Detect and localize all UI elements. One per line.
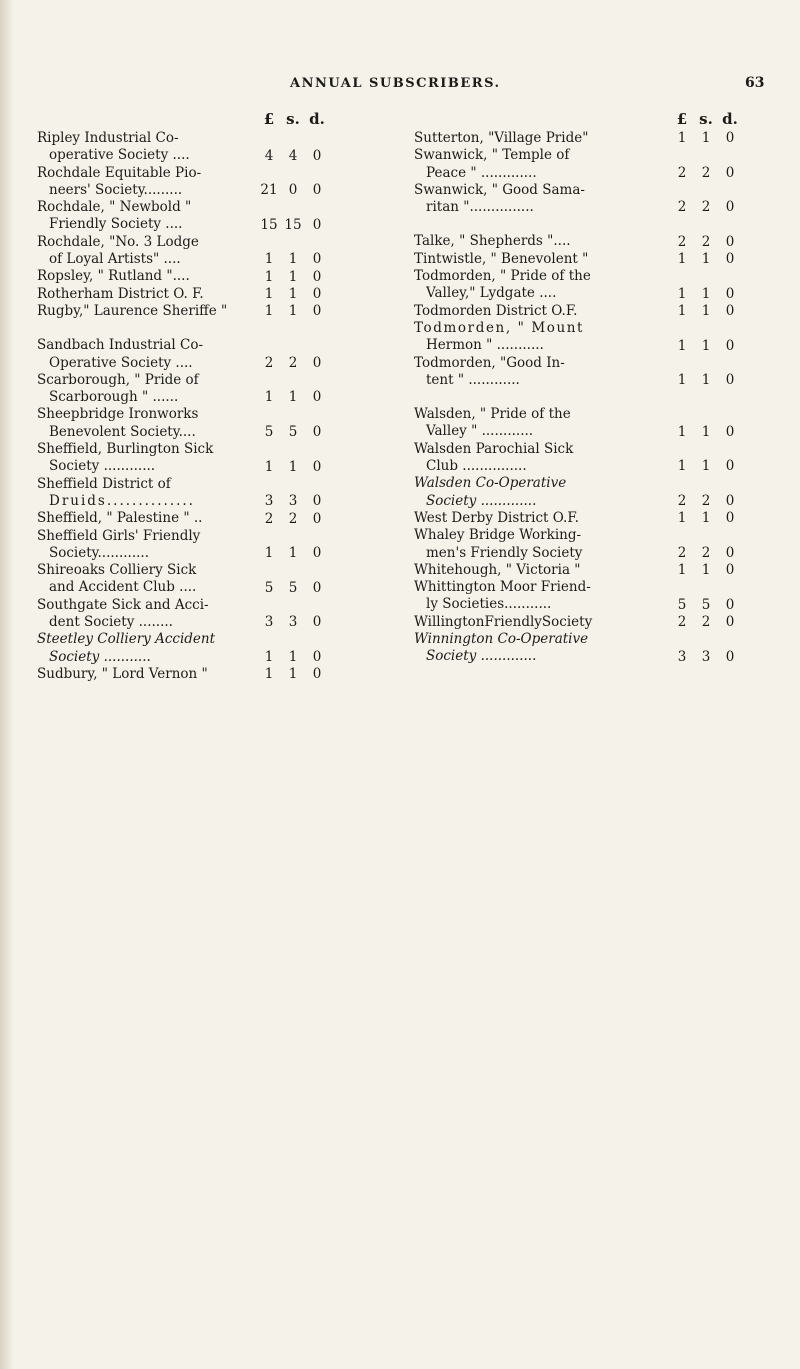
pence-value: 0 [725, 337, 735, 354]
pence-value: 0 [312, 285, 322, 302]
subscriber-name-line: Todmorden, " Pride of the [414, 268, 591, 285]
pence-value: 0 [312, 648, 322, 665]
pence-value: 0 [725, 233, 735, 250]
pence-header: d. [722, 110, 738, 128]
subscriber-entry [414, 562, 759, 579]
pounds-value: 1 [677, 302, 687, 319]
subscriber-name-line: men's Friendly Society [426, 544, 583, 561]
currency-header [37, 110, 347, 130]
amount [37, 580, 347, 597]
pounds-value: 1 [264, 285, 274, 302]
subscriber-name-line: Rugby," Laurence Sheriffe " [37, 302, 228, 319]
pence-value: 0 [312, 389, 322, 406]
subscriber-name-line: operative Society .... [49, 147, 190, 164]
subscriber-entry [414, 475, 759, 510]
subscriber-list [414, 130, 759, 666]
subscriber-name-line: Friendly Society .... [49, 216, 183, 233]
pence-value: 0 [725, 648, 735, 665]
amount [37, 649, 347, 666]
pence-value: 0 [725, 544, 735, 561]
shillings-value: 1 [701, 562, 711, 579]
subscriber-name-line: Walsden, " Pride of the [414, 406, 571, 423]
subscriber-name-line: neers' Society......... [49, 181, 183, 198]
shillings-value: 2 [288, 510, 298, 527]
currency-header [414, 110, 759, 130]
subscriber-entry [37, 372, 347, 407]
amount [414, 649, 759, 666]
subscriber-name-line: Valley " ............ [426, 423, 534, 440]
shillings-value: 2 [701, 233, 711, 250]
subscriber-entry [414, 320, 759, 355]
shillings-value: 1 [288, 285, 298, 302]
subscriber-entry [37, 303, 347, 320]
pence-value: 0 [725, 372, 735, 389]
pounds-value: 1 [264, 303, 274, 320]
subscriber-name-line: Druids.............. [49, 492, 195, 509]
pence-value: 0 [312, 303, 322, 320]
pence-value: 0 [725, 510, 735, 527]
amount [37, 303, 347, 320]
amount [414, 493, 759, 510]
shillings-header: s. [699, 110, 713, 128]
pence-value: 0 [725, 130, 735, 147]
amount [414, 372, 759, 389]
subscriber-entry [37, 562, 347, 597]
amount [37, 389, 347, 406]
pence-value: 0 [312, 666, 322, 683]
shillings-value: 3 [701, 648, 711, 665]
subscriber-name-line: Peace " ............. [426, 164, 537, 181]
pence-value: 0 [725, 614, 735, 631]
pounds-value: 1 [677, 458, 687, 475]
pence-value: 0 [312, 510, 322, 527]
subscriber-name-line: Club ............... [426, 458, 527, 475]
pence-header: d. [309, 110, 325, 128]
amount [37, 666, 347, 683]
pounds-value: 15 [260, 216, 278, 233]
subscriber-name-line: Walsden Parochial Sick [414, 440, 574, 457]
amount [37, 355, 347, 372]
subscriber-name-line: Society ........... [49, 648, 151, 665]
section-gap [414, 389, 759, 406]
pence-value: 0 [725, 492, 735, 509]
subscriber-entry [37, 476, 347, 511]
shillings-value: 5 [701, 596, 711, 613]
left-column [37, 110, 347, 683]
subscriber-name-line: Steetley Colliery Accident [37, 631, 216, 648]
subscriber-name-line: Swanwick, " Good Sama- [414, 181, 585, 198]
subscriber-name-line: Society ............. [426, 648, 537, 665]
subscriber-name-line: Southgate Sick and Acci- [37, 596, 209, 613]
amount [414, 165, 759, 182]
subscriber-entry [37, 199, 347, 234]
subscriber-name-line: Scarborough " ...... [49, 389, 179, 406]
subscriber-entry [37, 510, 347, 527]
subscriber-entry [414, 579, 759, 614]
pence-value: 0 [312, 614, 322, 631]
subscriber-entry [414, 130, 759, 147]
pounds-value: 2 [677, 164, 687, 181]
amount [414, 424, 759, 441]
right-column [414, 110, 759, 666]
shillings-value: 1 [288, 251, 298, 268]
subscriber-name-line: Todmorden, " Mount [414, 319, 585, 336]
subscriber-entry [414, 147, 759, 182]
pence-value: 0 [312, 354, 322, 371]
subscriber-name-line: Society ............ [49, 458, 156, 475]
amount [414, 597, 759, 614]
subscriber-entry [37, 130, 347, 165]
subscriber-entry [414, 355, 759, 390]
subscriber-name-line: Rochdale, "No. 3 Lodge [37, 233, 199, 250]
subscriber-name-line: Todmorden District O.F. [414, 302, 578, 319]
pence-value: 0 [312, 268, 322, 285]
pounds-value: 4 [264, 147, 274, 164]
amount [37, 148, 347, 165]
pence-value: 0 [725, 562, 735, 579]
pence-value: 0 [312, 579, 322, 596]
amount [37, 493, 347, 510]
amount [414, 286, 759, 303]
pounds-value: 2 [677, 199, 687, 216]
subscriber-name-line: Sheffield, Burlington Sick [37, 441, 214, 458]
amount [414, 545, 759, 562]
page-binding-edge [0, 0, 14, 1369]
pence-value: 0 [725, 596, 735, 613]
pounds-value: 5 [264, 579, 274, 596]
pence-value: 0 [312, 251, 322, 268]
shillings-value: 3 [288, 493, 298, 510]
subscriber-name-line: West Derby District O.F. [414, 509, 579, 526]
amount [37, 286, 347, 303]
subscriber-name-line: Sheepbridge Ironworks [37, 406, 199, 423]
shillings-value: 1 [288, 666, 298, 683]
amount [414, 458, 759, 475]
pounds-value: 1 [264, 251, 274, 268]
subscriber-entry [414, 251, 759, 268]
pounds-header: £ [676, 110, 688, 128]
amount [414, 562, 759, 579]
shillings-value: 1 [288, 545, 298, 562]
shillings-value: 4 [288, 147, 298, 164]
subscriber-name-line: Whittington Moor Friend- [414, 579, 591, 596]
subscriber-name-line: Talke, " Shepherds ".... [414, 233, 571, 250]
amount [414, 234, 759, 251]
subscriber-name-line: Sandbach Industrial Co- [37, 337, 204, 354]
shillings-value: 3 [288, 614, 298, 631]
amount [37, 545, 347, 562]
shillings-value: 1 [701, 337, 711, 354]
pence-value: 0 [312, 493, 322, 510]
pence-value: 0 [312, 182, 322, 199]
pence-value: 0 [725, 285, 735, 302]
pounds-value: 2 [264, 354, 274, 371]
section-gap [37, 320, 347, 337]
subscriber-list [37, 130, 347, 683]
pence-value: 0 [312, 216, 322, 233]
subscriber-entry [414, 614, 759, 631]
subscriber-name-line: Sheffield, " Palestine " .. [37, 510, 203, 527]
pence-value: 0 [725, 458, 735, 475]
amount [37, 217, 347, 234]
amount [37, 251, 347, 268]
subscriber-entry [414, 406, 759, 441]
pence-value: 0 [725, 164, 735, 181]
section-gap [414, 216, 759, 233]
shillings-value: 1 [288, 268, 298, 285]
shillings-value: 2 [701, 614, 711, 631]
pence-value: 0 [725, 302, 735, 319]
subscriber-name-line: Whitehough, " Victoria " [414, 561, 581, 578]
subscriber-name-line: Swanwick, " Temple of [414, 147, 570, 164]
subscriber-name-line: Rochdale Equitable Pio- [37, 164, 202, 181]
subscriber-name-line: Ripley Industrial Co- [37, 130, 179, 146]
subscriber-entry [414, 441, 759, 476]
amount [414, 510, 759, 527]
shillings-header: s. [286, 110, 300, 128]
pounds-value: 3 [264, 493, 274, 510]
pounds-value: 1 [677, 285, 687, 302]
pounds-value: 21 [260, 182, 278, 199]
pence-value: 0 [312, 147, 322, 164]
amount [37, 614, 347, 631]
subscriber-entry [37, 666, 347, 683]
pounds-value: 1 [264, 268, 274, 285]
shillings-value: 5 [288, 424, 298, 441]
pence-value: 0 [725, 251, 735, 268]
subscriber-name-line: Valley," Lydgate .... [426, 285, 557, 302]
pounds-value: 1 [677, 372, 687, 389]
amount [414, 614, 759, 631]
shillings-value: 1 [701, 423, 711, 440]
pence-value: 0 [725, 199, 735, 216]
pence-value: 0 [312, 458, 322, 475]
shillings-value: 2 [701, 199, 711, 216]
subscriber-entry [414, 233, 759, 250]
subscriber-entry [414, 631, 759, 666]
subscriber-name-line: Sutterton, "Village Pride" [414, 130, 589, 146]
shillings-value: 2 [288, 354, 298, 371]
subscriber-entry [37, 441, 347, 476]
subscriber-entry [37, 337, 347, 372]
subscriber-entry [414, 268, 759, 303]
subscriber-entry [37, 597, 347, 632]
subscriber-entry [37, 406, 347, 441]
amount [37, 182, 347, 199]
shillings-value: 1 [288, 648, 298, 665]
pounds-value: 1 [264, 389, 274, 406]
pence-value: 0 [725, 423, 735, 440]
subscriber-entry [37, 286, 347, 303]
shillings-value: 1 [701, 130, 711, 147]
subscriber-entry [37, 268, 347, 285]
pounds-value: 1 [677, 562, 687, 579]
amount [414, 338, 759, 355]
pounds-value: 1 [264, 648, 274, 665]
pounds-value: 2 [677, 233, 687, 250]
shillings-value: 2 [701, 164, 711, 181]
amount [414, 199, 759, 216]
shillings-value: 15 [284, 216, 302, 233]
shillings-value: 1 [701, 372, 711, 389]
shillings-value: 1 [288, 389, 298, 406]
pounds-value: 2 [677, 614, 687, 631]
amount [414, 251, 759, 268]
subscriber-entry [37, 528, 347, 563]
shillings-value: 0 [288, 182, 298, 199]
subscriber-name-line: Tintwistle, " Benevolent " [414, 250, 589, 267]
shillings-value: 2 [701, 544, 711, 561]
shillings-value: 1 [701, 302, 711, 319]
shillings-value: 1 [701, 510, 711, 527]
shillings-value: 1 [288, 303, 298, 320]
page-title: ANNUAL SUBSCRIBERS. [290, 76, 501, 91]
pounds-value: 3 [677, 648, 687, 665]
subscriber-name-line: Whaley Bridge Working- [414, 527, 582, 544]
subscriber-entry [37, 631, 347, 666]
amount [37, 424, 347, 441]
subscriber-name-line: of Loyal Artists" .... [49, 251, 181, 268]
amount [37, 269, 347, 286]
pounds-value: 1 [264, 666, 274, 683]
page-number: 63 [745, 75, 765, 91]
subscriber-name-line: Operative Society .... [49, 354, 193, 371]
pounds-value: 1 [677, 510, 687, 527]
pounds-value: 5 [677, 596, 687, 613]
subscriber-name-line: Walsden Co-Operative [414, 475, 567, 492]
subscriber-name-line: ritan "............... [426, 199, 534, 216]
subscriber-entry [37, 165, 347, 200]
shillings-value: 5 [288, 579, 298, 596]
pounds-value: 2 [677, 492, 687, 509]
subscriber-name-line: Winnington Co-Operative [414, 631, 589, 648]
pounds-header: £ [263, 110, 275, 128]
pounds-value: 3 [264, 614, 274, 631]
subscriber-name-line: Society............ [49, 544, 149, 561]
shillings-value: 1 [701, 285, 711, 302]
pounds-value: 2 [264, 510, 274, 527]
subscriber-name-line: Society ............. [426, 492, 537, 509]
subscriber-name-line: Sudbury, " Lord Vernon " [37, 665, 208, 682]
subscriber-name-line: Sheffield District of [37, 475, 171, 492]
subscriber-name-line: Rotherham District O. F. [37, 285, 204, 302]
shillings-value: 1 [701, 251, 711, 268]
pounds-value: 1 [677, 337, 687, 354]
subscriber-name-line: WillingtonFriendlySociety [414, 613, 593, 630]
subscriber-name-line: ly Societies........... [426, 596, 552, 613]
pounds-value: 1 [677, 423, 687, 440]
pence-value: 0 [312, 545, 322, 562]
subscriber-name-line: Hermon " ........... [426, 337, 544, 354]
running-head [0, 76, 800, 96]
subscriber-name-line: dent Society ........ [49, 614, 173, 631]
subscriber-name-line: and Accident Club .... [49, 579, 197, 596]
pounds-value: 1 [264, 545, 274, 562]
pounds-value: 1 [677, 251, 687, 268]
subscriber-entry [414, 182, 759, 217]
pence-value: 0 [312, 424, 322, 441]
shillings-value: 1 [288, 458, 298, 475]
subscriber-name-line: Sheffield Girls' Friendly [37, 527, 201, 544]
subscriber-name-line: tent " ............ [426, 371, 520, 388]
pounds-value: 2 [677, 544, 687, 561]
subscriber-name-line: Benevolent Society.... [49, 423, 196, 440]
subscriber-entry [414, 527, 759, 562]
subscriber-name-line: Ropsley, " Rutland ".... [37, 268, 190, 285]
pounds-value: 1 [264, 458, 274, 475]
pounds-value: 1 [677, 130, 687, 147]
amount [37, 459, 347, 476]
subscriber-entry [37, 234, 347, 269]
shillings-value: 1 [701, 458, 711, 475]
amount [37, 511, 347, 528]
shillings-value: 2 [701, 492, 711, 509]
pounds-value: 5 [264, 424, 274, 441]
subscriber-entry [414, 510, 759, 527]
subscriber-name-line: Shireoaks Colliery Sick [37, 562, 197, 579]
subscriber-name-line: Scarborough, " Pride of [37, 371, 199, 388]
subscriber-entry [414, 303, 759, 320]
subscriber-name-line: Todmorden, "Good In- [414, 354, 565, 371]
subscriber-name-line: Rochdale, " Newbold " [37, 199, 192, 216]
amount [414, 303, 759, 320]
amount [414, 130, 759, 147]
